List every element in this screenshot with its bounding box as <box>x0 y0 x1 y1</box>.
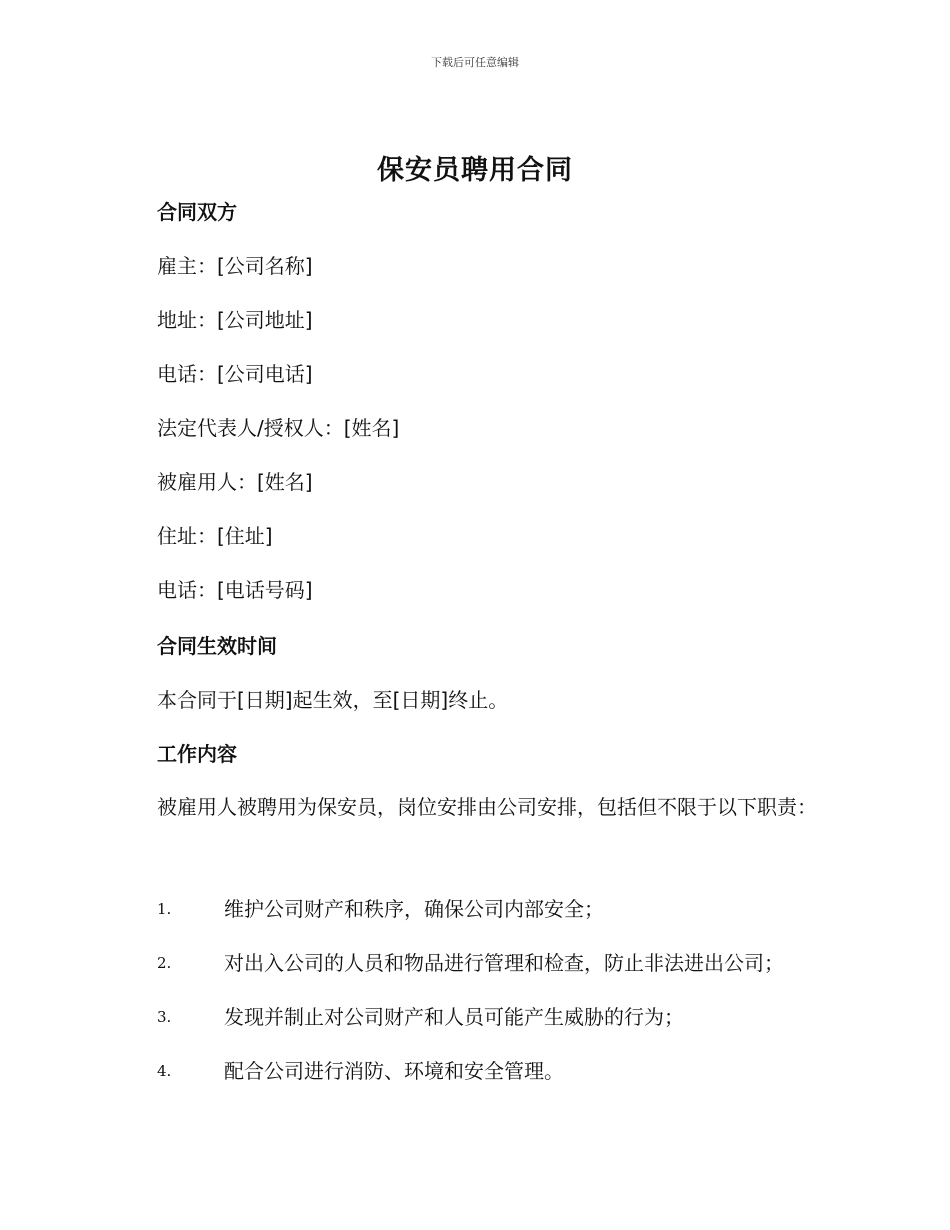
work-intro-paragraph: 被雇用人被聘用为保安员，岗位安排由公司安排，包括但不限于以下职责： <box>157 795 817 819</box>
legal-rep-line: 法定代表人/授权人：[姓名] <box>157 416 400 440</box>
list-text: 发现并制止对公司财产和人员可能产生威胁的行为； <box>224 1005 684 1029</box>
list-text: 对出入公司的人员和物品进行管理和检查，防止非法进出公司； <box>224 951 784 975</box>
list-number: 4. <box>157 1062 172 1080</box>
list-number: 1. <box>157 900 172 918</box>
section-heading-parties: 合同双方 <box>157 200 237 224</box>
list-number: 2. <box>157 954 172 972</box>
employee-line: 被雇用人：[姓名] <box>157 470 313 494</box>
employee-phone-line: 电话：[电话号码] <box>157 578 313 602</box>
list-number: 3. <box>157 1008 172 1026</box>
section-heading-work: 工作内容 <box>157 742 237 766</box>
employer-address-line: 地址：[公司地址] <box>157 308 313 332</box>
list-text: 配合公司进行消防、环境和安全管理。 <box>224 1059 564 1083</box>
employer-phone-line: 电话：[公司电话] <box>157 362 313 386</box>
document-title: 保安员聘用合同 <box>377 155 573 186</box>
employer-line: 雇主：[公司名称] <box>157 254 313 278</box>
header-note: 下载后可任意编辑 <box>431 56 519 69</box>
employee-address-line: 住址：[住址] <box>157 524 273 548</box>
section-heading-effective: 合同生效时间 <box>157 634 277 658</box>
list-text: 维护公司财产和秩序，确保公司内部安全； <box>224 897 604 921</box>
effective-text: 本合同于[日期]起生效，至[日期]终止。 <box>157 688 509 712</box>
